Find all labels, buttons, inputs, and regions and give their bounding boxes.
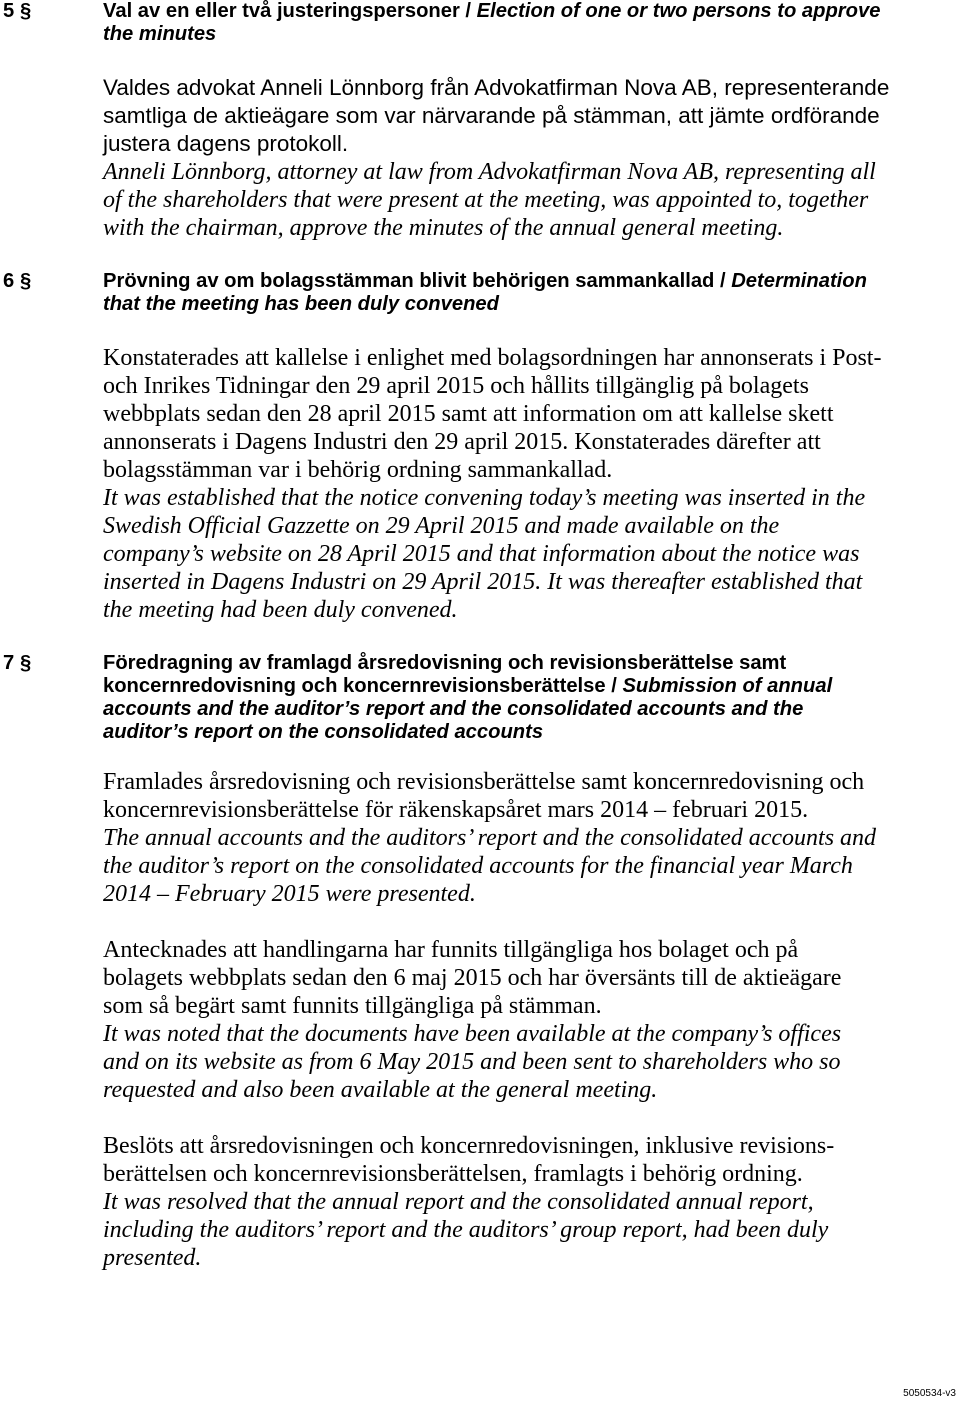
- heading-english-text: Election of one or two persons to approve: [476, 0, 881, 22]
- document-id-footer: 5050534-v3: [903, 1388, 956, 1399]
- paragraph-line: koncernrevisionsberättelse för räkenskapsåret mars 2014 – februari 2015.: [103, 797, 809, 823]
- paragraph-line: It was noted that the documents have been available at the company’s offices: [103, 1021, 842, 1047]
- paragraph-line: bolagets webbplats sedan den 6 maj 2015 och har översänts till de aktieägare: [103, 965, 842, 991]
- section-symbol: §: [20, 652, 32, 674]
- paragraph-line: som så begärt samt funnits tillgängliga på stämman.: [103, 993, 602, 1019]
- heading-english-text: accounts and the auditor’s report and the consolidated accounts and the: [103, 698, 804, 720]
- paragraph-line: bolagsstämman var i behörig ordning sammankallad.: [103, 457, 613, 483]
- heading-line: [103, 270, 867, 293]
- paragraph-swedish: [103, 74, 889, 158]
- heading-english-text: that the meeting has been duly convened: [103, 293, 499, 315]
- paragraph-line: with the chairman, approve the minutes of the annual general meeting.: [103, 215, 784, 241]
- heading-swedish-text: Föredragning av framlagd årsredovisning och revisionsberättelse samt: [103, 652, 787, 674]
- paragraph-english: [103, 1020, 841, 1104]
- paragraph-swedish: [103, 344, 881, 484]
- paragraph-line: Framlades årsredovisning och revisionsberättelse samt koncernredovisning och: [103, 769, 865, 795]
- paragraph-line: including the auditors’ report and the auditors’ group report, had been duly: [103, 1217, 829, 1243]
- paragraph-swedish: [103, 1132, 834, 1188]
- paragraph-line: annonserats i Dagens Industri den 29 april 2015. Konstaterades därefter att: [103, 429, 821, 455]
- heading-swedish-text: koncernredovisning och koncernrevisionsberättelse /: [103, 675, 623, 697]
- section-symbol: §: [20, 0, 32, 22]
- heading-swedish-text: Val av en eller två justeringspersoner /: [103, 0, 477, 22]
- section-symbol: §: [20, 270, 32, 292]
- paragraph-line: webbplats sedan den 28 april 2015 samt att information om att kallelse skett: [103, 401, 834, 427]
- paragraph-line: It was established that the notice convening today’s meeting was inserted in the: [103, 485, 866, 511]
- paragraph-line: The annual accounts and the auditors’ report and the consolidated accounts and: [103, 825, 877, 851]
- section-number: 7: [3, 652, 15, 674]
- heading-line: [103, 675, 832, 698]
- paragraph-line: 2014 – February 2015 were presented.: [103, 881, 476, 907]
- paragraph-line: of the shareholders that were present at the meeting, was appointed to, together: [103, 187, 869, 213]
- heading-english-text: auditor’s report on the consolidated accounts: [103, 721, 544, 743]
- heading-line: [103, 23, 880, 46]
- paragraph-english: [103, 484, 865, 624]
- paragraph-line: berättelsen och koncernrevisionsberättelsen, framlagts i behörig ordning.: [103, 1161, 803, 1187]
- paragraph-line: the meeting had been duly convened.: [103, 597, 458, 623]
- paragraph-line: justera dagens protokoll.: [103, 131, 349, 156]
- paragraph-line: Anneli Lönnborg, attorney at law from Advokatfirman Nova AB, representing all: [103, 159, 876, 185]
- section-heading: [103, 652, 832, 744]
- paragraph-line: Valdes advokat Anneli Lönnborg från Advokatfirman Nova AB, representerande: [103, 75, 890, 100]
- heading-english-text: the minutes: [103, 23, 217, 45]
- paragraph-english: [103, 158, 876, 242]
- section-heading: [103, 270, 867, 316]
- heading-english-text: Determination: [731, 270, 867, 292]
- paragraph-english: [103, 824, 876, 908]
- paragraph-line: samtliga de aktieägare som var närvarande på stämman, att jämte ordförande: [103, 103, 880, 128]
- heading-english-text: Submission of annual: [622, 675, 833, 697]
- paragraph-line: It was resolved that the annual report and the consolidated annual report,: [103, 1189, 814, 1215]
- paragraph-line: Swedish Official Gazzette on 29 April 2015 and made available on the: [103, 513, 780, 539]
- paragraph-english: [103, 1188, 828, 1272]
- section-number: 5: [3, 0, 15, 22]
- heading-line: [103, 0, 880, 23]
- paragraph-line: the auditor’s report on the consolidated accounts for the financial year March: [103, 853, 853, 879]
- heading-line: [103, 721, 832, 744]
- paragraph-line: Antecknades att handlingarna har funnits tillgängliga hos bolaget och på: [103, 937, 799, 963]
- heading-line: [103, 698, 832, 721]
- section-heading: [103, 0, 880, 46]
- heading-line: [103, 652, 832, 675]
- section-number: 6: [3, 270, 15, 292]
- heading-swedish-text: Prövning av om bolagsstämman blivit behörigen sammankallad /: [103, 270, 732, 292]
- paragraph-line: requested and also been available at the general meeting.: [103, 1077, 658, 1103]
- paragraph-line: Konstaterades att kallelse i enlighet med bolagsordningen har annonserats i Post-: [103, 345, 882, 371]
- paragraph-swedish: [103, 768, 864, 824]
- heading-line: [103, 293, 867, 316]
- paragraph-line: inserted in Dagens Industri on 29 April 2015. It was thereafter established that: [103, 569, 863, 595]
- paragraph-swedish: [103, 936, 841, 1020]
- paragraph-line: Beslöts att årsredovisningen och koncernredovisningen, inklusive revisions-: [103, 1133, 835, 1159]
- paragraph-line: and on its website as from 6 May 2015 and been sent to shareholders who so: [103, 1049, 841, 1075]
- paragraph-line: company’s website on 28 April 2015 and that information about the notice was: [103, 541, 860, 567]
- paragraph-line: och Inrikes Tidningar den 29 april 2015 och hållits tillgänglig på bolagets: [103, 373, 809, 399]
- paragraph-line: presented.: [103, 1245, 202, 1271]
